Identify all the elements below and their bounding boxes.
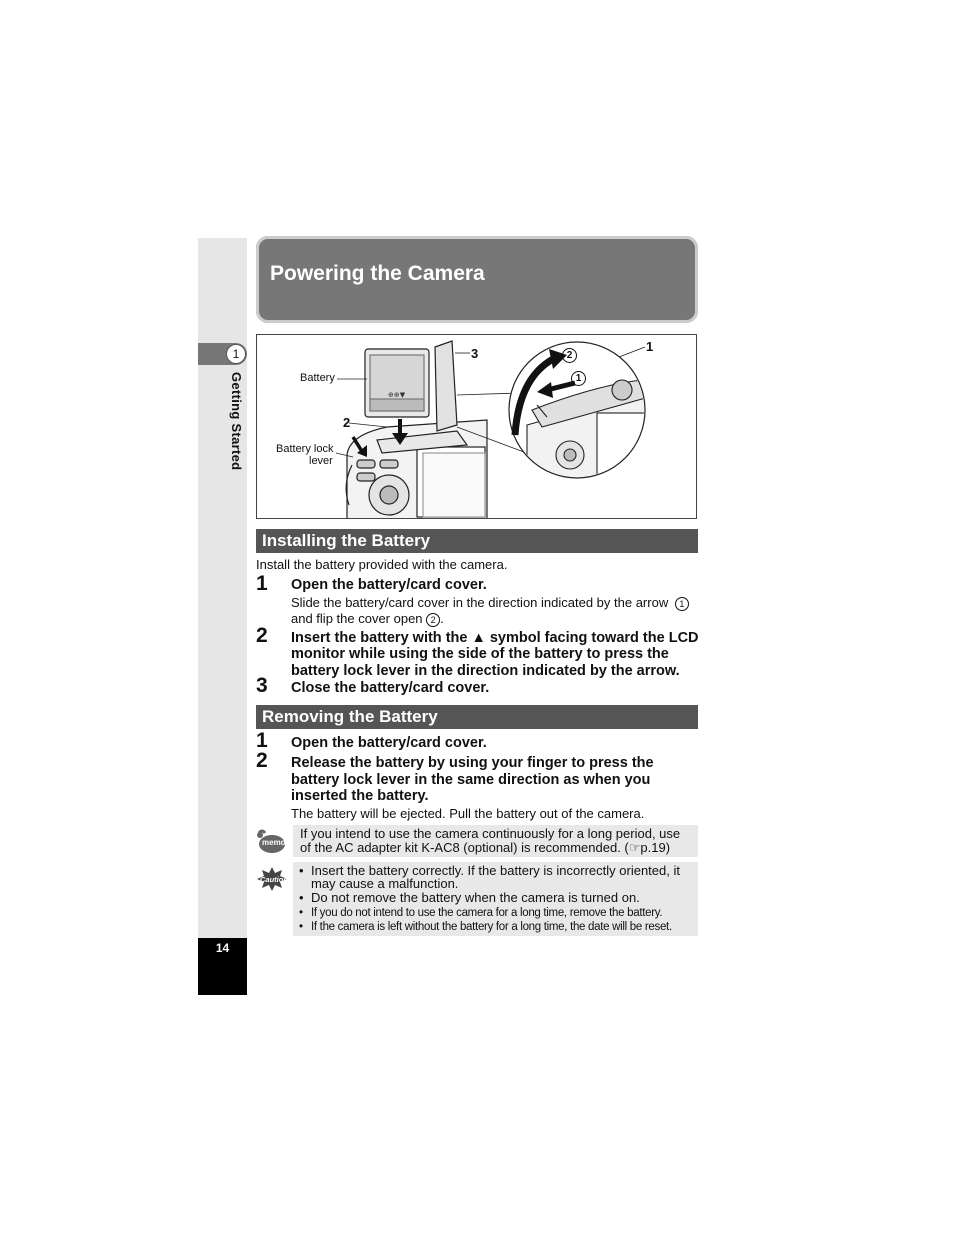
memo-line2: of the AC adapter kit K-AC8 (optional) is recommended. (☞p.19) bbox=[300, 840, 671, 855]
removing-heading: Removing the Battery bbox=[256, 705, 698, 729]
install-step-2-line2: monitor while using the side of the battery to press the bbox=[291, 646, 669, 662]
chapter-number: 1 bbox=[226, 344, 246, 364]
battery-label: Battery bbox=[300, 372, 335, 384]
caution-bullet-2: • Do not remove the battery when the camera is turned on. bbox=[294, 891, 640, 905]
remove-step-1-text: Open the battery/card cover. bbox=[291, 735, 487, 751]
caution-box bbox=[293, 862, 698, 936]
svg-text:⊕⊕▼: ⊕⊕▼ bbox=[388, 391, 406, 399]
install-step-2-line3: battery lock lever in the direction indicated by the arrow. bbox=[291, 663, 680, 679]
camera-body-left bbox=[346, 420, 487, 518]
zoom-detail bbox=[509, 342, 657, 485]
install-step-1-number: 1 bbox=[256, 572, 268, 595]
open-cover-drawing bbox=[435, 341, 457, 431]
remove-step-2-line2: battery lock lever in the same direction as when you bbox=[291, 772, 651, 788]
memo-box bbox=[293, 825, 698, 857]
circled-2-label: 2 bbox=[562, 348, 577, 363]
install-step-3-text: Close the battery/card cover. bbox=[291, 680, 490, 696]
circled-1-label: 1 bbox=[571, 371, 586, 386]
install-step-2-line1: Insert the battery with the ▲ symbol facing toward the LCD bbox=[291, 630, 699, 646]
page-title: Powering the Camera bbox=[270, 262, 485, 285]
caution-bullet-3: • If you do not intend to use the camera for a long time, remove the battery. bbox=[294, 906, 662, 920]
install-step-2-number: 2 bbox=[256, 624, 268, 647]
callout-1: 1 bbox=[646, 339, 654, 354]
install-step-1-text: Open the battery/card cover. bbox=[291, 577, 487, 593]
caution-icon-label: Caution bbox=[260, 875, 288, 884]
caution-bullet-4: • If the camera is left without the battery for a long time, the date will be reset. bbox=[294, 920, 672, 934]
callout-3: 3 bbox=[471, 346, 479, 361]
memo-icon-label: memo bbox=[262, 838, 286, 847]
caution-bullet-1: • Insert the battery correctly. If the battery is incorrectly oriented, it bbox=[294, 864, 680, 878]
remove-step-2-detail: The battery will be ejected. Pull the battery out of the camera. bbox=[291, 806, 645, 821]
install-step-3-number: 3 bbox=[256, 674, 268, 697]
install-step-1-detail-line2: and flip the cover open bbox=[291, 611, 423, 626]
memo-icon bbox=[256, 829, 286, 855]
battery-drawing bbox=[365, 349, 429, 417]
install-step-1-detail-line1: Slide the battery/card cover in the direction indicated by the arrow bbox=[291, 595, 669, 610]
install-step-1-detail bbox=[291, 595, 689, 611]
camera-battery-drawing bbox=[257, 335, 696, 518]
battery-illustration bbox=[256, 334, 697, 519]
installing-heading: Installing the Battery bbox=[256, 529, 698, 553]
remove-step-2-line1: Release the battery by using your finger to press the bbox=[291, 755, 654, 771]
callout-2: 2 bbox=[343, 415, 351, 430]
remove-step-2-number: 2 bbox=[256, 749, 268, 772]
remove-step-1-number: 1 bbox=[256, 729, 268, 752]
memo-line1: If you intend to use the camera continuously for a long period, use bbox=[300, 826, 681, 841]
installing-intro: Install the battery provided with the camera. bbox=[256, 557, 508, 572]
battery-lock-label-line2: lever bbox=[309, 455, 333, 467]
caution-icon bbox=[256, 866, 288, 892]
page-number: 14 bbox=[215, 941, 230, 955]
caution-bullet-1-cont: may cause a malfunction. bbox=[311, 876, 459, 891]
install-step-1-detail-2: and flip the cover open 2 . bbox=[291, 611, 444, 626]
chapter-label: Getting Started bbox=[229, 372, 244, 471]
battery-lock-label-line1: Battery lock bbox=[276, 443, 334, 455]
circled-2: 2 bbox=[426, 613, 440, 627]
remove-step-2-line3: inserted the battery. bbox=[291, 788, 429, 804]
circled-1: 1 bbox=[675, 597, 689, 611]
